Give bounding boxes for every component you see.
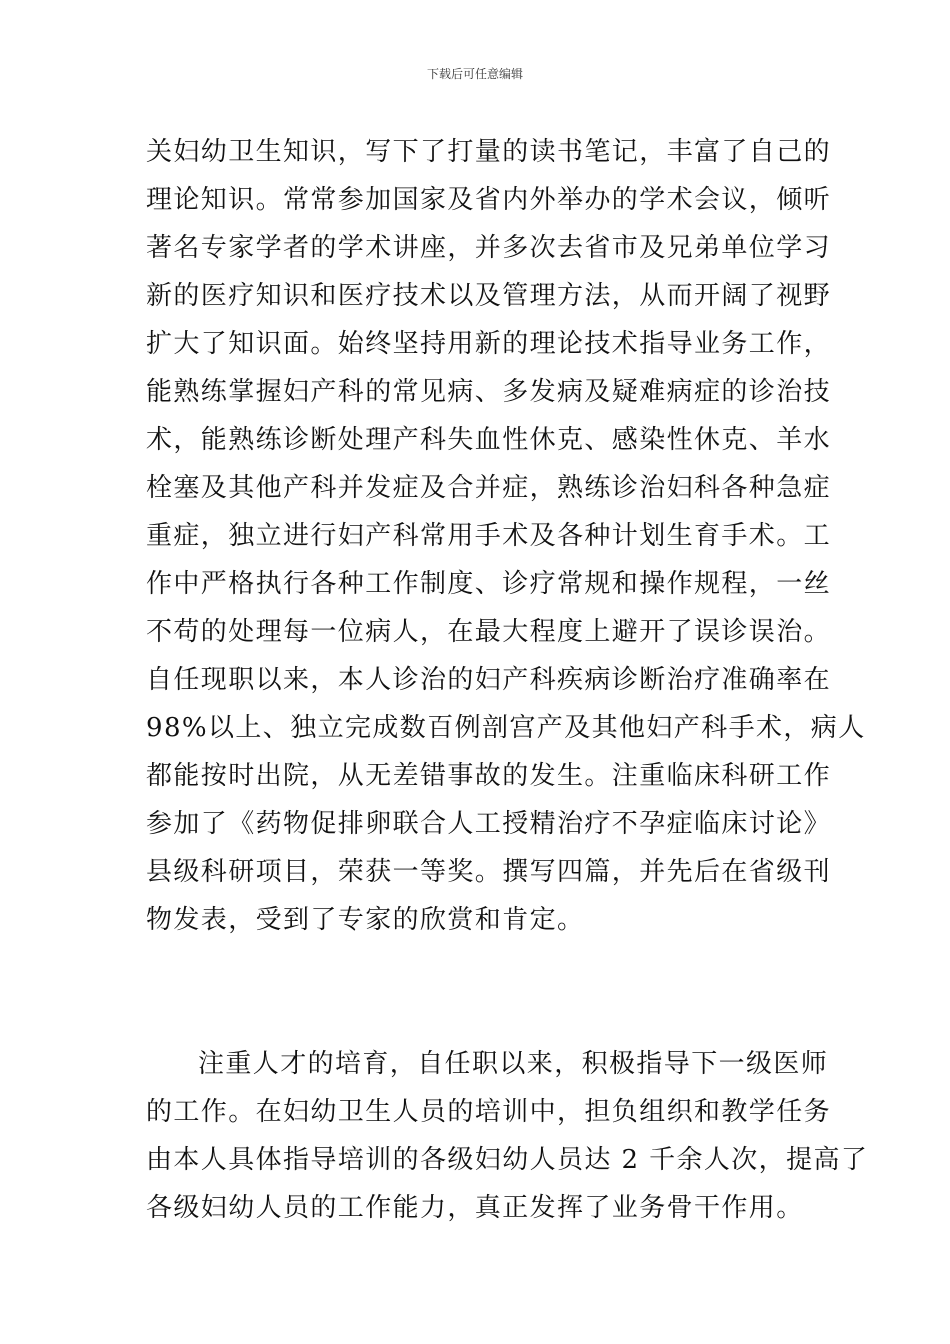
text-line: 98%以上、独立完成数百例剖宫产及其他妇产科手术，病人 xyxy=(146,713,866,743)
text-line: 重症，独立进行妇产科常用手术及各种计划生育手术。工 xyxy=(146,521,832,551)
document-body xyxy=(146,128,869,1232)
text-line: 作中严格执行各种工作制度、诊疗常规和操作规程，一丝 xyxy=(146,569,832,599)
paragraph-gap xyxy=(146,944,808,1040)
text-line: 各级妇幼人员的工作能力，真正发挥了业务骨干作用。 xyxy=(146,1193,804,1223)
paragraph xyxy=(146,1040,869,1232)
text-line: 新的医疗知识和医疗技术以及管理方法，从而开阔了视野 xyxy=(146,281,832,311)
text-line: 自任现职以来，本人诊治的妇产科疾病诊断治疗准确率在 xyxy=(146,665,832,695)
page-header: 下载后可任意编辑 xyxy=(426,67,523,81)
text-line: 理论知识。常常参加国家及省内外举办的学术会议，倾听 xyxy=(146,185,832,215)
text-line: 关妇幼卫生知识，写下了打量的读书笔记，丰富了自己的 xyxy=(146,137,832,167)
text-line: 不苟的处理每一位病人，在最大程度上避开了误诊误治。 xyxy=(146,617,832,647)
text-line: 注重人才的培育，自任职以来，积极指导下一级医师 xyxy=(198,1049,829,1079)
text-line: 由本人具体指导培训的各级妇幼人员达 2 千余人次，提高了 xyxy=(146,1145,869,1175)
text-line: 扩大了知识面。始终坚持用新的理论技术指导业务工作， xyxy=(146,329,832,359)
text-line: 都能按时出院，从无差错事故的发生。注重临床科研工作 xyxy=(146,761,832,791)
text-line: 著名专家学者的学术讲座，并多次去省市及兄弟单位学习 xyxy=(146,233,832,263)
text-line: 物发表，受到了专家的欣赏和肯定。 xyxy=(146,905,585,935)
text-line: 参加了《药物促排卵联合人工授精治疗不孕症临床讨论》 xyxy=(146,809,832,839)
text-line: 能熟练掌握妇产科的常见病、多发病及疑难病症的诊治技 xyxy=(146,377,832,407)
text-line: 县级科研项目，荣获一等奖。撰写四篇，并先后在省级刊 xyxy=(146,857,832,887)
text-line: 栓塞及其他产科并发症及合并症，熟练诊治妇科各种急症 xyxy=(146,473,832,503)
paragraph xyxy=(146,128,866,944)
text-line: 术，能熟练诊断处理产科失血性休克、感染性休克、羊水 xyxy=(146,425,832,455)
text-line: 的工作。在妇幼卫生人员的培训中，担负组织和教学任务 xyxy=(146,1097,832,1127)
